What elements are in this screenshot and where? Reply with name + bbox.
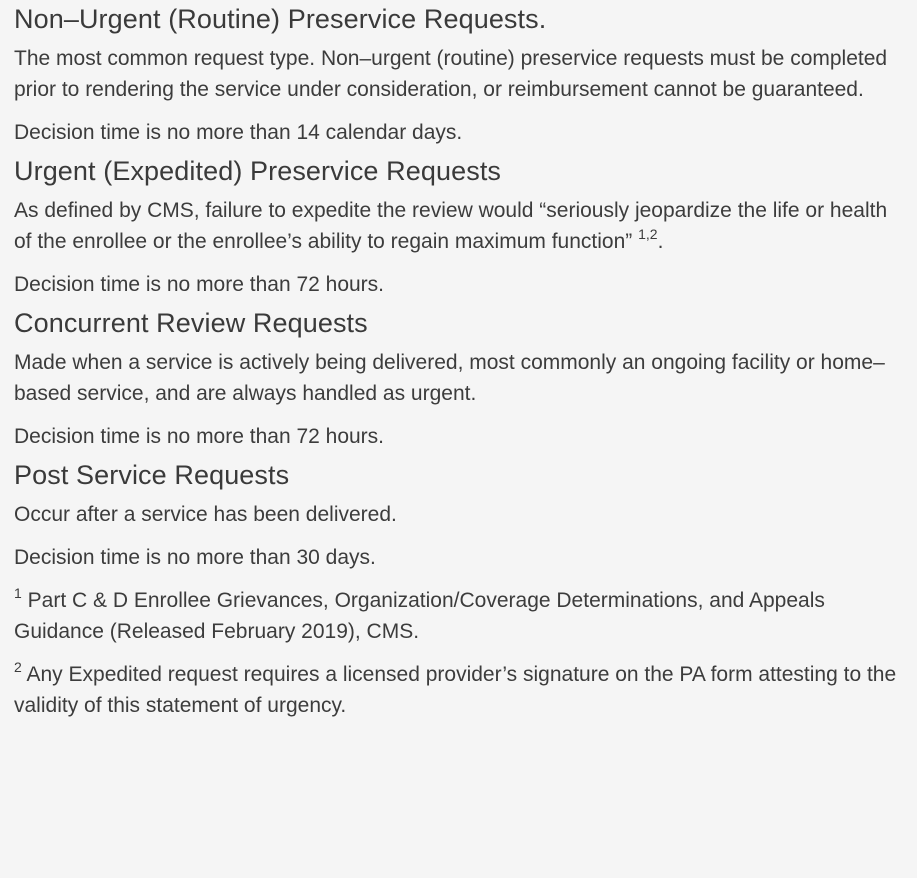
footnote-reference: 1,2 <box>638 226 658 242</box>
section-urgent-requests <box>14 154 903 300</box>
section-concurrent-requests <box>14 306 903 452</box>
section-heading: Non–Urgent (Routine) Preservice Requests. <box>14 4 547 34</box>
section-routine-requests <box>14 2 903 148</box>
section-heading: Urgent (Expedited) Preservice Requests <box>14 156 502 186</box>
footnote-marker: 2 <box>14 659 22 675</box>
section-body: As defined by CMS, failure to expedite the review would “seriously jeopardize the life or health of the enrollee or the enrollee’s ability to regain maximum function” <box>14 199 888 253</box>
section-body: Made when a service is actively being delivered, most commonly an ongoing facility or home–based service, and are always handled as urgent. <box>14 351 885 405</box>
footnotes <box>14 585 903 721</box>
footnote-text: Part C & D Enrollee Grievances, Organization/Coverage Determinations, and Appeals Guidance (Released February 2019), CMS. <box>14 589 825 643</box>
section-heading: Concurrent Review Requests <box>14 308 368 338</box>
section-heading: Post Service Requests <box>14 460 290 490</box>
decision-time-text: Decision time is no more than 72 hours. <box>14 273 385 296</box>
decision-time-text: Decision time is no more than 72 hours. <box>14 425 385 448</box>
decision-time-text: Decision time is no more than 14 calendar days. <box>14 121 463 144</box>
section-body-paragraph <box>14 195 903 257</box>
footnote-marker: 1 <box>14 585 22 601</box>
footnote-2 <box>14 659 903 721</box>
footnote-text: Any Expedited request requires a licensed provider’s signature on the PA form attesting to the validity of this statement of urgency. <box>14 663 897 717</box>
decision-time-text: Decision time is no more than 30 days. <box>14 546 376 569</box>
section-body: The most common request type. Non–urgent (routine) preservice requests must be completed prior to rendering the service under consideration, or reimbursement cannot be guaranteed. <box>14 47 888 101</box>
section-body: Occur after a service has been delivered. <box>14 503 397 526</box>
section-body-end: . <box>657 230 664 253</box>
section-post-service-requests <box>14 458 903 573</box>
footnote-1 <box>14 585 903 647</box>
